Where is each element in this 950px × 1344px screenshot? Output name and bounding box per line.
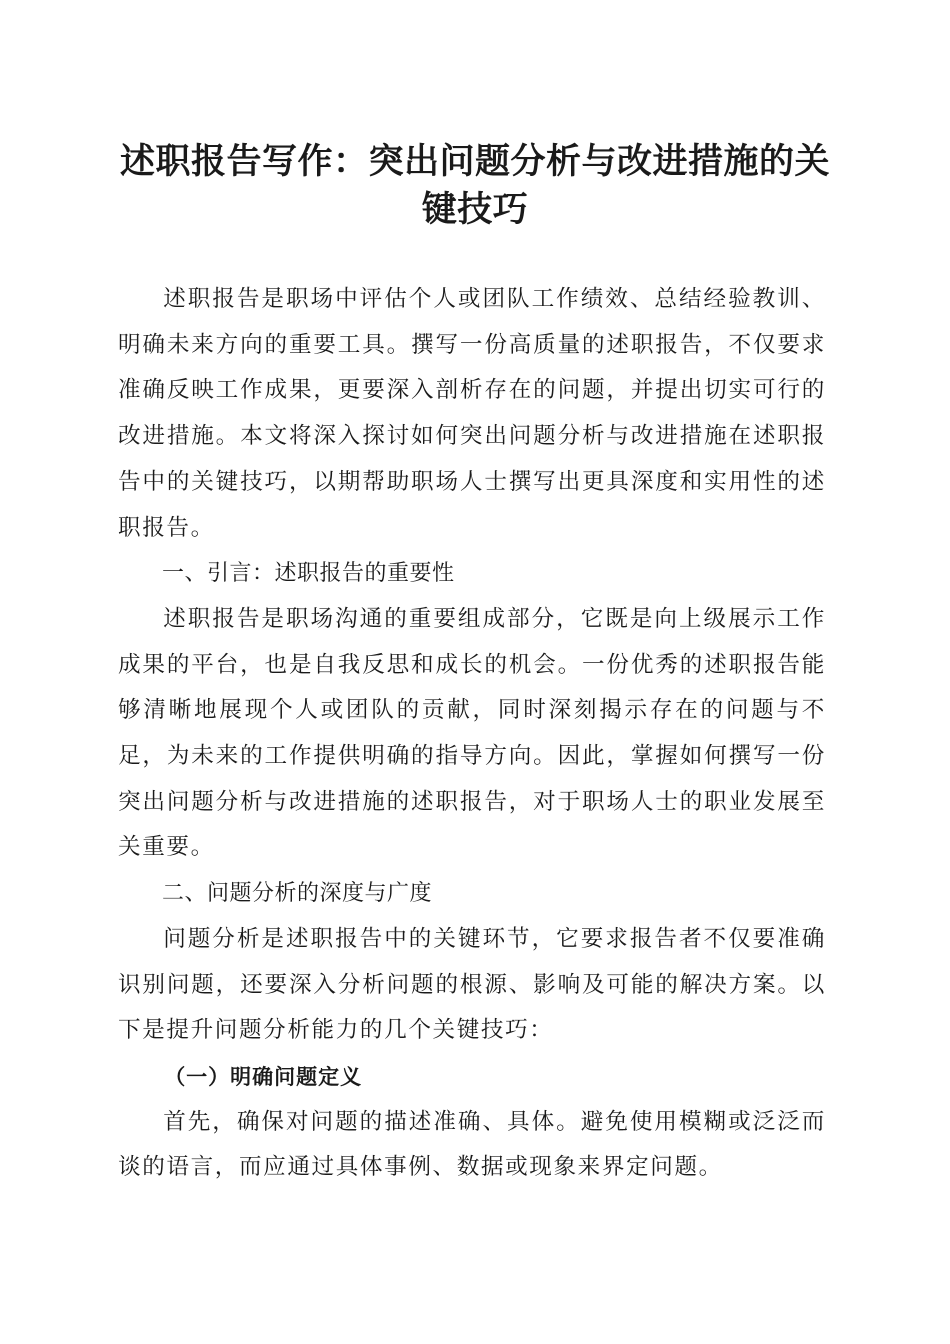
- document-title: 述职报告写作：突出问题分析与改进措施的关键技巧: [119, 141, 830, 230]
- section-heading-problem-analysis: 二、问题分析的深度与广度: [162, 881, 433, 907]
- subsection-paragraph-define-problem: 首先，确保对问题的描述准确、具体。避免使用模糊或泛泛而谈的语言，而应通过具体事例、数据或现象来界定问题。: [118, 1108, 826, 1181]
- section-paragraph-problem-analysis: 问题分析是述职报告中的关键环节，它要求报告者不仅要准确识别问题，还要深入分析问题的根源、影响及可能的解决方案。以下是提升问题分析能力的几个关键技巧：: [118, 925, 826, 1044]
- subsection-heading-define-problem: （一）明确问题定义: [164, 1063, 363, 1089]
- section-paragraph-importance: 述职报告是职场沟通的重要组成部分，它既是向上级展示工作成果的平台，也是自我反思和成长的机会。一份优秀的述职报告能够清晰地展现个人或团队的贡献，同时深刻揭示存在的问题与不足，为未来的工作提供明确的指导方向。因此，掌握如何撰写一份突出问题分析与改进措施的述职报告，对于职场人士的职业发展至关重要。: [118, 605, 826, 861]
- section-heading-importance: 一、引言：述职报告的重要性: [162, 561, 455, 587]
- document-body: [118, 277, 826, 1191]
- intro-paragraph: 述职报告是职场中评估个人或团队工作绩效、总结经验教训、明确未来方向的重要工具。撰写一份高质量的述职报告，不仅要求准确反映工作成果，更要深入剖析存在的问题，并提出切实可行的改进措施。本文将深入探讨如何突出问题分析与改进措施在述职报告中的关键技巧，以期帮助职场人士撰写出更具深度和实用性的述职报告。: [118, 286, 826, 541]
